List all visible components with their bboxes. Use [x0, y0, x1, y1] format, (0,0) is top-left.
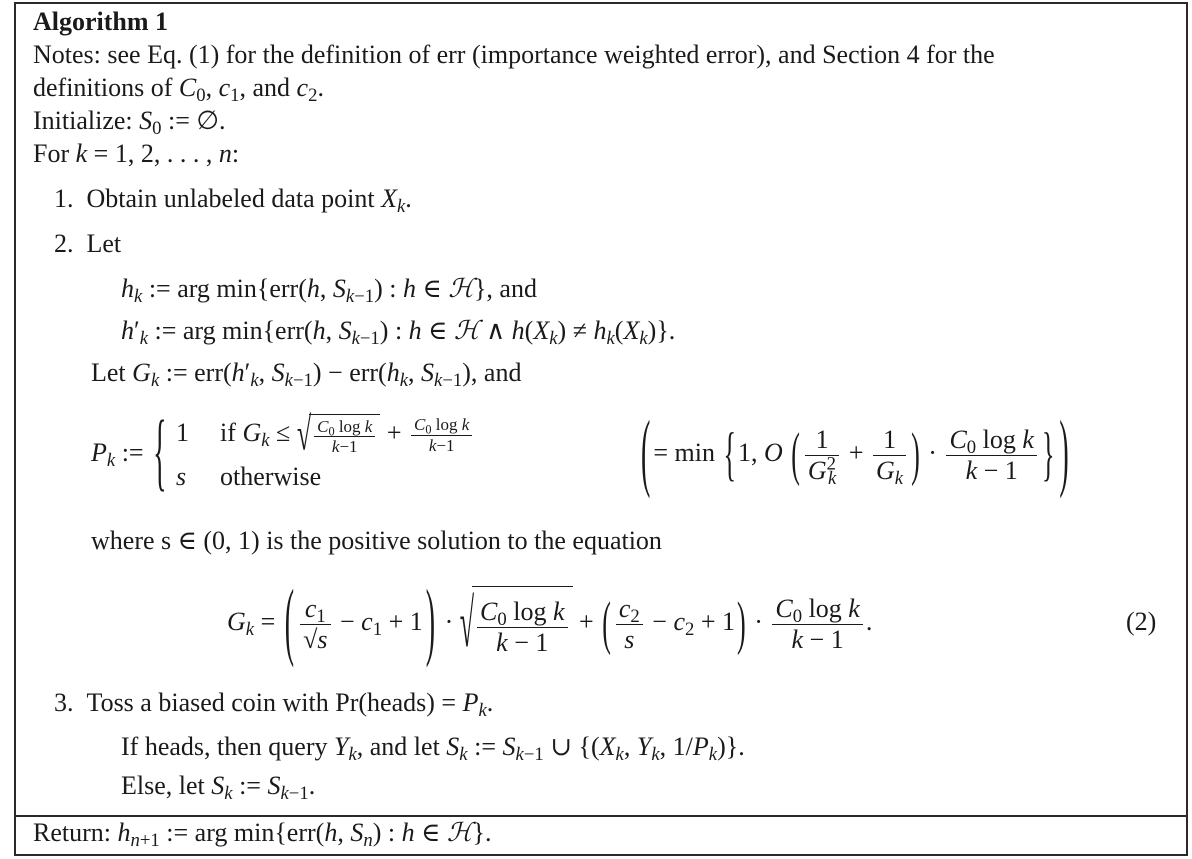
step-2 — [54, 229, 121, 259]
else-text: Else, let — [121, 771, 212, 800]
step-3-if-heads: If heads, then query $Y_k$, and let $S_k$ := $S_{k-1}$ ∪ {($X_k$, $Y_k$, $1/P_k$)}. — [121, 732, 745, 766]
let-g-prefix: Let — [91, 358, 133, 387]
algorithm-title: Algorithm 1 — [33, 7, 169, 36]
p-k-definition: $P_k$ := { 1 if $G_k$ ≤ √ $\frac{C_0 \log k}{k-1}$ + $\frac{C_0 \log k}{k-1}$ s otherwise — [91, 413, 475, 493]
for-label: For — [33, 139, 76, 168]
case-one-cond: if — [220, 418, 243, 448]
case-two-cond: otherwise — [220, 461, 322, 491]
notes-line-2-prefix: definitions of — [33, 73, 179, 102]
p-k-case-two: s otherwise — [176, 461, 322, 491]
notes-line-2: definitions of $C_0$, $c_1$, and $c_2$. — [33, 73, 324, 107]
step-3-number: 3. — [54, 688, 74, 717]
g-k-and: , and — [470, 358, 522, 387]
return-line: Return: $h_{n+1}$ := arg min{err(h, $S_n$) : h ∈ ℋ}. — [33, 818, 492, 852]
h-k-and: , and — [486, 274, 537, 303]
h-k-prime-definition: $h'_k$ := arg min{err(h, $S_{k-1}$) : h ∈ ℋ ∧ $h(X_k) \ne h_k(X_k)$}. — [121, 316, 676, 350]
equation-2: $G_k$ = ( $\frac{c_1}{√s}$ − $c_1 + 1$ ) · √ $\frac{C_0 \log k}{k - 1}$ + ( $\frac{c_2}{s}$ − $c_2 + 1$) · $\frac{C_0 \log k}{k - 1}$ . — [227, 574, 873, 671]
step-2-let: Let — [86, 229, 122, 258]
for-loop-line: For k = 1, 2, . . . , n: — [33, 139, 240, 168]
initialize-label: Initialize: — [33, 106, 140, 135]
p-k-asymptotic: ( = min {1, O ( $\frac{1}{G^2_k}$ + $\frac{1}{G_k}$ ) · $\frac{C_0 \log k}{k - 1}$ } ) — [641, 405, 1069, 502]
initialize-line: Initialize: $S_0$ := ∅. — [33, 106, 226, 140]
p-k-cases — [176, 408, 475, 497]
algorithm-footer-separator — [14, 815, 1188, 817]
step-1: 1. Obtain unlabeled data point $X_k$. — [54, 184, 412, 218]
step-1-number: 1. — [54, 184, 74, 213]
return-label: Return: — [33, 818, 118, 847]
p-k-case-one: 1 if $G_k$ ≤ √ $\frac{C_0 \log k}{k-1}$ + $\frac{C_0 \log k}{k-1}$ — [176, 413, 475, 457]
step-2-number: 2. — [54, 229, 74, 258]
and-let-text: , and let — [356, 732, 447, 761]
step-3: 3. Toss a biased coin with Pr(heads) = $P_k$. — [54, 688, 494, 722]
if-heads-text: If heads, then query — [121, 732, 334, 761]
where-s-text: where s ∈ (0, 1) is the positive solution to the equation — [91, 526, 662, 555]
step-3-else: Else, let $S_k$ := $S_{k-1}$. — [121, 771, 316, 805]
h-k-definition: $h_k$ := arg min{err(h, $S_{k-1}$) : h ∈ ℋ}, and — [121, 274, 537, 308]
notes-line-1: Notes: see Eq. (1) for the definition of err (importance weighted error), and Section 4 for the — [33, 40, 995, 69]
equation-number: (2) — [1126, 607, 1157, 636]
g-k-definition: Let $G_k$ := $err(h'_k$, $S_{k-1}) - err(h_k$, $S_{k-1}$), and — [91, 358, 522, 392]
step-1-text: Obtain unlabeled data point — [86, 184, 382, 213]
step-3-toss-text: Toss a biased coin with — [86, 688, 336, 717]
